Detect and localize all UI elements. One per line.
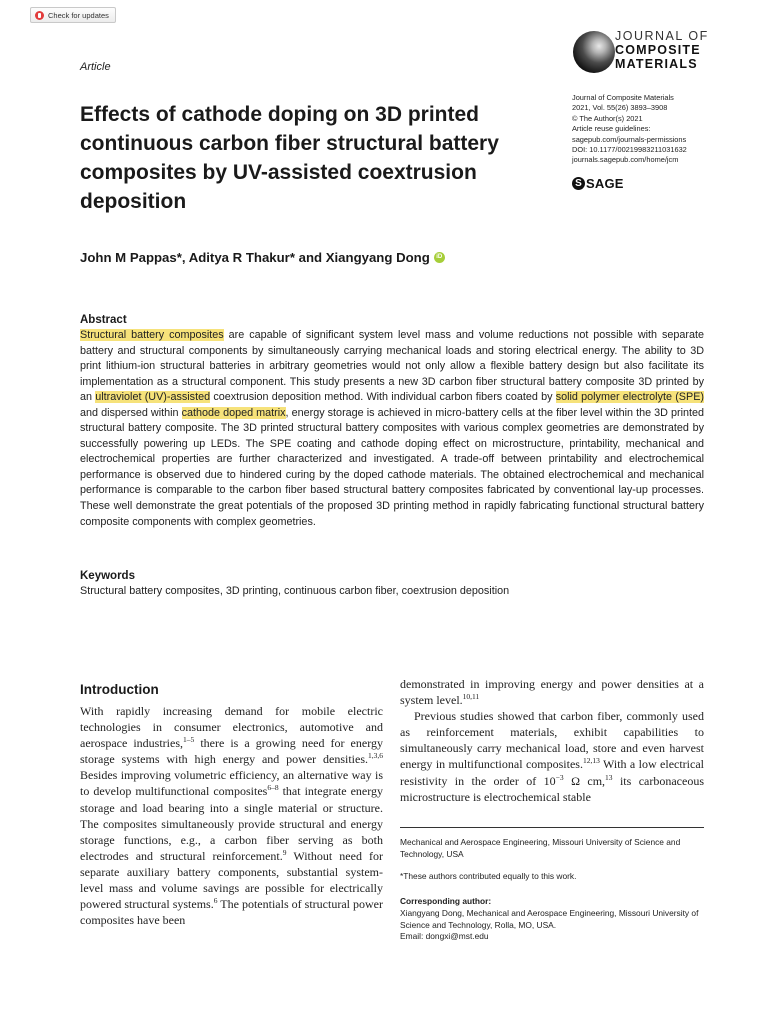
intro-text: demonstrated in improving energy and power densities at a system level. bbox=[400, 677, 704, 708]
intro-text: Without need for separate auxiliary battery components, substantial system-level mass and volume savings are possible for electrically powered structural systems. bbox=[80, 848, 384, 912]
corresponding-author-heading: Corresponding author: bbox=[400, 896, 492, 906]
check-for-updates-button[interactable] bbox=[30, 7, 116, 23]
sage-mark-icon: S bbox=[572, 177, 585, 190]
journal-metadata bbox=[572, 93, 732, 166]
intro-text: The potentials of structural power composites have been bbox=[80, 897, 383, 928]
abstract-text-3: and dispersed within bbox=[80, 406, 182, 419]
equal-contribution-note: *These authors contributed equally to this work. bbox=[400, 871, 577, 881]
highlight-3: solid polymer electrolyte (SPE) bbox=[555, 391, 705, 404]
permissions-link[interactable]: sagepub.com/journals-permissions bbox=[572, 134, 687, 144]
intro-text: Previous studies showed that carbon fiber, commonly used as reinforcement materials, exhibit capabilities to simultaneously carry mechanical load, store and even harvest energy in multifunctional composites. bbox=[400, 709, 704, 772]
citation-link[interactable]: 9 bbox=[282, 847, 287, 857]
keywords-heading: Keywords bbox=[80, 570, 135, 582]
intro-text: that integrate energy storage and load bearing into a single material or structure. The composites simultaneously provide structural and energy storage functions, e.g., a carbon fiber serving as both electrodes and structural reinforcement. bbox=[80, 784, 383, 863]
corresponding-author-email[interactable]: Email: dongxi@mst.edu bbox=[400, 931, 489, 942]
citation-link[interactable]: 1,3,6 bbox=[368, 751, 383, 761]
publisher-logo bbox=[572, 176, 624, 191]
corresponding-author-address: Xiangyang Dong, Mechanical and Aerospace Engineering, Missouri University of Science and Technology, Rolla, MO, USA. bbox=[400, 908, 699, 930]
author-list bbox=[80, 250, 445, 265]
footnote-divider bbox=[400, 827, 704, 828]
abstract-text-1: are capable of significant system level mass and volume reductions not possible with separate battery and structural components by simultaneously carrying mechanical loads and storing electrical energy. The ability to 3D print lithium-ion structural batteries in arbitrary geometries would not only allow a flexible battery design but also facilitate its implementation as a structural component. This study presents a new 3D carbon fiber structural battery composite 3D printed by an bbox=[80, 329, 704, 404]
reuse-guidelines-label: Article reuse guidelines: bbox=[572, 124, 651, 134]
keywords-list: Structural battery composites, 3D printing, continuous carbon fiber, coextrusion deposition bbox=[80, 585, 510, 597]
citation-link[interactable]: 12,13 bbox=[582, 756, 600, 766]
citation-link[interactable]: 6 bbox=[213, 896, 218, 906]
abstract-heading: Abstract bbox=[80, 314, 127, 326]
article-type: Article bbox=[80, 61, 111, 73]
highlight-4: cathode doped matrix bbox=[181, 406, 286, 419]
introduction-column-1 bbox=[80, 703, 383, 928]
citation-link[interactable]: 10,11 bbox=[462, 692, 480, 702]
introduction-heading: Introduction bbox=[80, 682, 159, 697]
orcid-icon[interactable]: iD bbox=[434, 252, 445, 263]
check-for-updates-label: Check for updates bbox=[48, 10, 109, 20]
intro-text: Besides improving volumetric efficiency, an alternative way is to develop multifunctional composites bbox=[80, 768, 383, 799]
abstract-text-2: coextrusion deposition method. With individual carbon fibers coated by bbox=[210, 391, 556, 404]
introduction-column-2 bbox=[400, 676, 704, 805]
journal-logo-icon bbox=[573, 31, 615, 73]
highlight-2: ultraviolet (UV)-assisted bbox=[95, 391, 211, 404]
citation-link[interactable]: 1–5 bbox=[183, 735, 195, 745]
intro-paragraph bbox=[400, 708, 704, 805]
journal-logo-line1: JOURNAL OF bbox=[615, 29, 709, 43]
paper-title: Effects of cathode doping on 3D printed continuous carbon fiber structural battery composites by UV-assisted coextrusion deposition bbox=[80, 103, 499, 213]
abstract-text-4: , energy storage is achieved in micro-battery cells at the fiber level within the 3D printed structural battery composite. The 3D printed structural battery composites with various complex geometries are demonstrated by successfully powering up LEDs. The SPE coating and cathode doping effect on microstructure, printability, mechanical and electrochemical properties are further characterized and investigated. A trade-off between printability and electrochemical performance is observed due to hindered curing by the doped cathode materials. The obtained electrochemical and mechanical performance is comparable to the carbon fiber based structural battery composites fabricated by conventional lay-up processes. These well demonstrate the great potentials of the proposed 3D printing method in rapidly fabricating functional structural battery composite components with complex geometries. bbox=[80, 406, 705, 528]
journal-logo-line2: COMPOSITE bbox=[615, 43, 701, 57]
exponent: −3 bbox=[555, 772, 564, 782]
intro-text: With a low electrical resistivity in the order of 10 bbox=[400, 757, 705, 788]
journal-volume: 2021, Vol. 55(26) 3893–3908 bbox=[572, 103, 668, 113]
intro-text: Ω cm, bbox=[563, 773, 606, 788]
journal-logo-text bbox=[615, 29, 709, 71]
affiliation-note: Mechanical and Aerospace Engineering, Missouri University of Science and Technology, USA bbox=[400, 837, 681, 859]
intro-text: With rapidly increasing demand for mobile electric technologies in consumer electronics, automotive and aerospace industries, bbox=[80, 704, 383, 751]
doi-link[interactable]: DOI: 10.1177/00219983211031632 bbox=[572, 145, 687, 155]
citation-link[interactable]: 6–8 bbox=[267, 783, 279, 793]
corresponding-author-details bbox=[400, 908, 704, 943]
journal-home-link[interactable]: journals.sagepub.com/home/jcm bbox=[572, 155, 679, 165]
copyright: © The Author(s) 2021 bbox=[572, 113, 643, 123]
publisher-name: SAGE bbox=[586, 176, 624, 191]
intro-text: its carbonaceous microstructure is electrochemical stable bbox=[400, 773, 704, 804]
citation-link[interactable]: 13 bbox=[605, 772, 613, 782]
update-bookmark-icon bbox=[35, 11, 44, 20]
intro-text: there is a growing need for energy storage systems with high energy and power densities. bbox=[80, 736, 383, 767]
journal-logo-line3: MATERIALS bbox=[615, 57, 698, 71]
intro-paragraph bbox=[400, 676, 704, 708]
abstract-body bbox=[80, 328, 704, 530]
highlight-1: Structural battery composites bbox=[80, 329, 224, 341]
journal-name: Journal of Composite Materials bbox=[572, 93, 674, 102]
author-names: John M Pappas*, Aditya R Thakur* and Xiangyang Dong bbox=[80, 250, 430, 265]
